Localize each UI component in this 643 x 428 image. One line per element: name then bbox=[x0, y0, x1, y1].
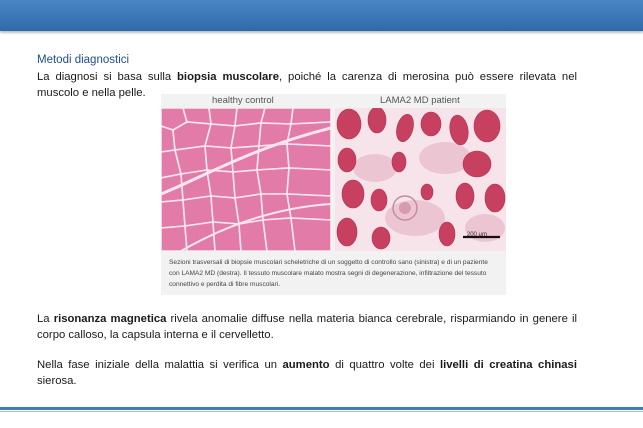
paragraph-mri: La risonanza magnetica rivela anomalie diffuse nella materia bianca cerebrale, risparmiando in genere il corpo calloso, la capsula interna e il cervelletto. bbox=[37, 313, 577, 341]
label-healthy-control: healthy control bbox=[212, 95, 274, 106]
bold-creatine-kinase: livelli di creatina chinasi bbox=[439, 359, 577, 371]
bottom-rule bbox=[0, 407, 643, 410]
bold-mri: risonanza magnetica bbox=[53, 313, 167, 325]
bold-increase: aumento bbox=[282, 359, 330, 371]
top-banner bbox=[0, 0, 643, 31]
healthy-tissue-image bbox=[161, 108, 331, 251]
paragraph-biopsy: La diagnosi si basa sulla biopsia muscolare, poiché la carenza di merosina può essere rilevata nel muscolo e nella pelle. bbox=[37, 71, 577, 99]
section-heading: Metodi diagnostici bbox=[37, 54, 130, 66]
bold-biopsy: biopsia muscolare bbox=[177, 71, 279, 83]
bottom-rule-thin bbox=[0, 411, 643, 412]
label-patient: LAMA2 MD patient bbox=[380, 95, 460, 106]
patient-tissue-image bbox=[335, 108, 506, 251]
paragraph-creatine-kinase: Nella fase iniziale della malattia si verifica un aumento di quattro volte dei livelli di creatina chinasi sierosa. bbox=[37, 359, 577, 387]
scale-bar-label: 200 μm bbox=[466, 232, 487, 238]
biopsy-figure bbox=[161, 94, 506, 295]
figure-caption: Sezioni trasversali di biopsie muscolari scheletriche di un soggetto di controllo sano (sinistra) e di un paziente con LAMA2 MD (destra). Il tessuto muscolare malato mostra segni di degenerazione, infiltrazione del tessuto connettivo e perdita di fibre muscolari. bbox=[169, 259, 488, 288]
